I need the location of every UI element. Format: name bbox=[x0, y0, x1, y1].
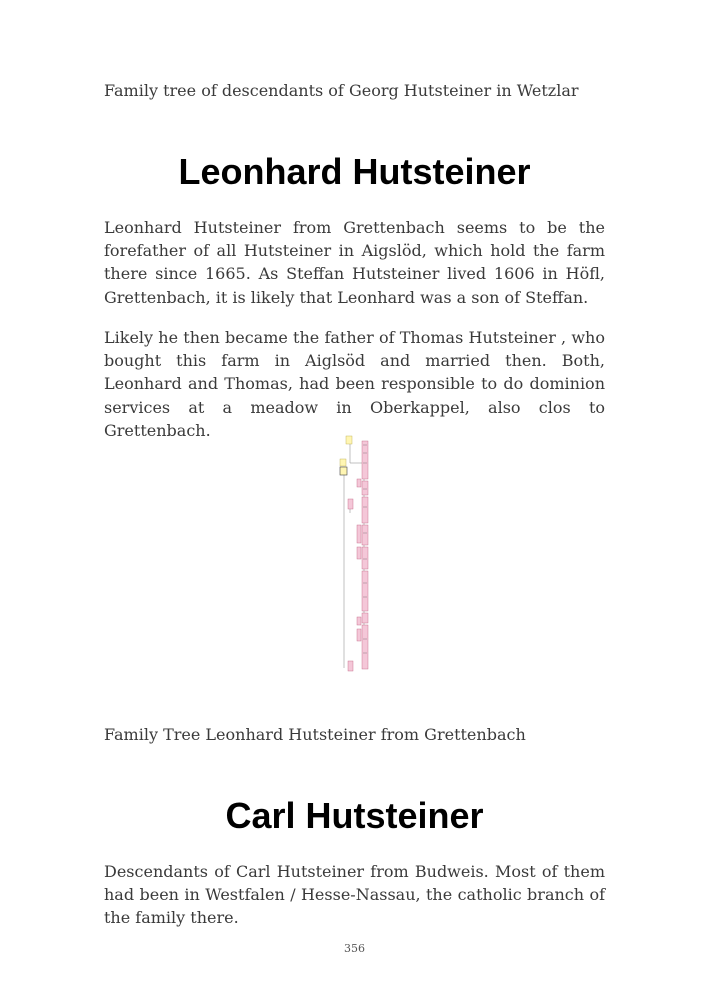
section-title-carl: Carl Hutsteiner bbox=[225, 795, 484, 836]
section-title-leonhard: Leonhard Hutsteiner bbox=[178, 151, 531, 192]
page-number: 356 bbox=[344, 942, 365, 955]
family-tree-figure bbox=[336, 433, 380, 678]
paragraph-1: Leonhard Hutsteiner from Grettenbach seems to be the forefather of all Hutsteiner in Aigslöd, which hold the farm there since 1665. As Steffan Hutsteiner lived 1606 in Höfl, Grettenbach, it is likely that Leonhard was a son of Steffan. bbox=[104, 218, 605, 307]
figure-caption: Family Tree Leonhard Hutsteiner from Grettenbach bbox=[104, 725, 526, 744]
page-header: Family tree of descendants of Georg Hutsteiner in Wetzlar bbox=[104, 81, 579, 100]
paragraph-2: Likely he then became the father of Thomas Hutsteiner , who bought this farm in Aiglsöd and married then. Both, Leonhard and Thomas, had been responsible to do dominion services at a meadow in Oberkappel, also clos to Grettenbach. bbox=[104, 328, 605, 440]
paragraph-3: Descendants of Carl Hutsteiner from Budweis. Most of them had been in Westfalen / Hesse-Nassau, the catholic branch of the family there. bbox=[104, 862, 605, 928]
